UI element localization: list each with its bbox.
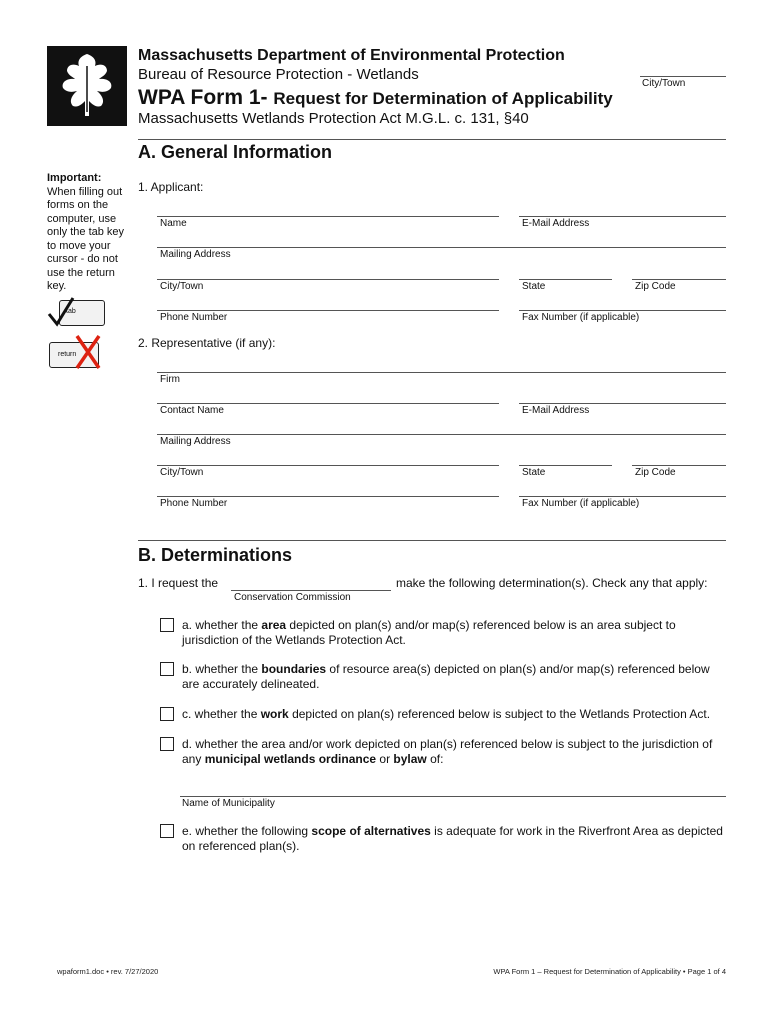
return-key-no [47,334,107,370]
applicant-city-field[interactable] [157,279,499,280]
request-text-start: 1. I request the [138,576,219,590]
rep-phone-label: Phone Number [160,498,228,509]
applicant-email-label: E-Mail Address [522,218,590,229]
rep-state-label: State [522,467,546,478]
rep-contact-label: Contact Name [160,405,224,416]
commission-label: Conservation Commission [234,592,351,603]
rep-contact-field[interactable] [157,403,499,404]
option-b-checkbox[interactable] [160,662,174,676]
tab-key-ok [47,296,107,328]
form-number: WPA Form 1- [138,86,268,109]
form-subtitle: Request for Determination of Applicability [273,89,613,108]
applicant-name-label: Name [160,218,187,229]
header-city-label: City/Town [642,78,686,89]
section-b-title: B. Determinations [138,545,293,565]
applicant-zip-label: Zip Code [635,281,676,292]
header-divider [138,139,726,140]
x-mark-icon [73,334,103,370]
applicant-label: 1. Applicant: [138,180,204,194]
option-e-checkbox[interactable] [160,824,174,838]
option-c-checkbox[interactable] [160,707,174,721]
important-text: When filling out forms on the computer, use only the tab key to move your cursor - do not use the return key. [47,185,125,292]
footer-left: wpaform1.doc • rev. 7/27/2020 [57,967,159,976]
municipality-label: Name of Municipality [182,798,275,809]
applicant-city-label: City/Town [160,281,204,292]
rep-city-label: City/Town [160,467,204,478]
commission-field[interactable] [231,590,391,591]
act-citation: Massachusetts Wetlands Protection Act M.G.L. c. 131, §40 [138,110,529,127]
footer-right: WPA Form 1 – Request for Determination of Applicability • Page 1 of 4 [493,967,726,976]
applicant-phone-label: Phone Number [160,312,228,323]
option-d-checkbox[interactable] [160,737,174,751]
request-text-end: make the following determination(s). Check any that apply: [396,576,708,590]
rep-mailing-field[interactable] [157,434,726,435]
rep-fax-label: Fax Number (if applicable) [522,498,640,509]
rep-zip-label: Zip Code [635,467,676,478]
option-a-checkbox[interactable] [160,618,174,632]
applicant-fax-label: Fax Number (if applicable) [522,312,640,323]
important-label: Important: [47,172,102,184]
option-b-text: b. whether the boundaries of resource area(s) depicted on plan(s) and/or map(s) referenced below are accurately delineated. [182,662,710,691]
checkmark-icon [47,296,77,328]
rep-fax-field[interactable] [519,496,726,497]
rep-zip-field[interactable] [632,465,726,466]
important-note [47,172,127,294]
applicant-fax-field[interactable] [519,310,726,311]
section-b-divider [138,540,726,541]
section-a-title: A. General Information [138,142,333,162]
return-key-icon: return [49,342,99,368]
rep-state-field[interactable] [519,465,612,466]
representative-label: 2. Representative (if any): [138,336,276,350]
department-name: Massachusetts Department of Environmental Protection [138,47,565,64]
rep-firm-label: Firm [160,374,180,385]
municipality-field[interactable] [180,796,726,797]
rep-email-label: E-Mail Address [522,405,590,416]
dep-logo [47,46,127,126]
applicant-state-label: State [522,281,546,292]
applicant-email-field[interactable] [519,216,726,217]
rep-firm-field[interactable] [157,372,726,373]
applicant-state-field[interactable] [519,279,612,280]
option-a-text: a. whether the area depicted on plan(s) and/or map(s) referenced below is an area subject to jurisdiction of the Wetlands Protection Act. [182,618,676,647]
applicant-mailing-field[interactable] [157,247,726,248]
tab-key-icon: tab [59,300,105,326]
option-e-text: e. whether the following scope of alternatives is adequate for work in the Riverfront Area as depicted on referenced plan(s). [182,824,723,853]
bureau-name: Bureau of Resource Protection - Wetlands [138,66,419,83]
rep-mailing-label: Mailing Address [160,436,231,447]
header-city-field[interactable] [640,76,726,77]
applicant-phone-field[interactable] [157,310,499,311]
rep-city-field[interactable] [157,465,499,466]
form-title [138,86,613,110]
option-d-text: d. whether the area and/or work depicted on plan(s) referenced below is subject to the jurisdiction of any municipal wetlands ordinance or bylaw of: [182,737,713,766]
applicant-zip-field[interactable] [632,279,726,280]
option-c-text: c. whether the work depicted on plan(s) referenced below is subject to the Wetlands Protection Act. [182,707,711,721]
applicant-name-field[interactable] [157,216,499,217]
rep-email-field[interactable] [519,403,726,404]
rep-phone-field[interactable] [157,496,499,497]
applicant-mailing-label: Mailing Address [160,249,231,260]
